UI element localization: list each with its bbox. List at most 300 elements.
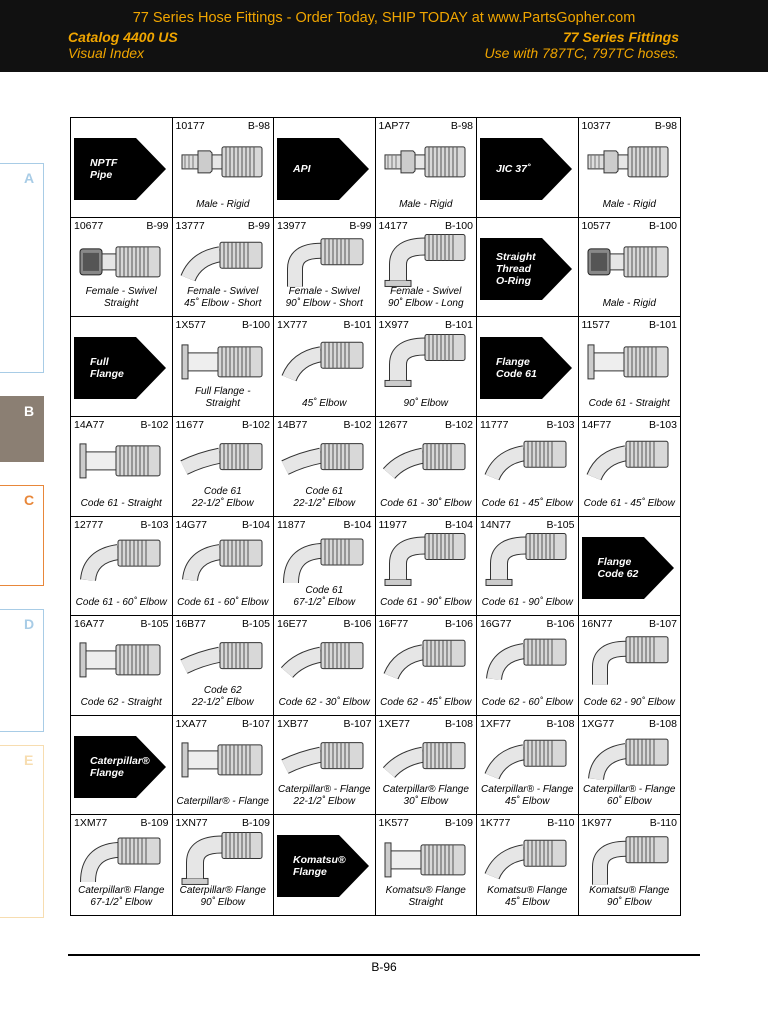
category-label-line: Flange [90,368,124,381]
part-number: 12677 [378,418,408,431]
page-reference[interactable]: B-103 [546,418,575,431]
fitting-description-line: 22-1/2˚ Elbow [191,696,254,708]
fitting-description-line: 60˚ Elbow [607,796,652,808]
part-number: 10177 [175,120,205,132]
page-reference[interactable]: B-106 [343,618,372,631]
page-reference[interactable]: B-100 [241,319,270,332]
fitting-description-line: 22-1/2˚ Elbow [191,497,254,509]
fitting-description [477,498,578,510]
fitting-description-line: 45˚ Elbow [505,897,550,908]
fitting-description-line: Full Flange - [194,385,251,397]
fitting-description-line: 90˚ Elbow [607,897,652,908]
elbow-30-fitting-icon [383,737,469,786]
fitting-cell[interactable] [376,616,478,716]
part-number: 16F77 [378,618,409,631]
part-number: 11877 [277,518,306,531]
fitting-cell[interactable] [477,517,579,617]
category-label-line: Thread [496,262,532,275]
category-arrow-cell [274,118,376,218]
category-label-line: Flange [293,866,327,879]
straight-flange-fitting-icon [78,440,164,485]
series-title: 77 Series Fittings [563,29,679,45]
fitting-description-line: Code 61 - 90˚ Elbow [380,597,472,609]
elbow-90-fitting-icon [586,631,672,690]
fitting-description [376,784,477,808]
page-reference[interactable]: B-104 [343,518,372,531]
part-number: 16E77 [277,618,308,631]
category-label [496,356,537,380]
page-reference[interactable]: B-100 [444,219,473,232]
part-number: 1XF77 [480,717,511,730]
fitting-description [477,697,578,709]
fitting-description [376,885,477,909]
category-label [90,157,117,181]
fitting-cell[interactable] [274,417,376,517]
part-number: 14G77 [175,518,208,531]
page-reference[interactable]: B-109 [140,817,169,830]
fitting-description-line: 90˚ Elbow [200,897,245,908]
page-reference[interactable]: B-103 [648,418,677,431]
fitting-cell[interactable] [173,417,275,517]
fitting-description-line: Caterpillar® Flange [382,784,469,796]
part-number: 11777 [480,418,509,431]
fitting-description-line: Code 61 - 90˚ Elbow [481,597,573,609]
fitting-description [579,298,681,310]
fitting-description [274,398,375,410]
page-reference[interactable]: B-99 [146,219,169,232]
category-label [496,251,536,287]
page-header [0,0,768,72]
fitting-description [71,697,172,709]
fitting-description-line: Code 61 - 45˚ Elbow [583,497,675,509]
fitting-description [477,597,578,609]
elbow-60-fitting-icon [586,733,672,788]
fitting-description [274,784,375,808]
elbow-60-fitting-icon [78,534,164,589]
fitting-description [173,685,274,709]
fitting-cell[interactable] [173,118,275,218]
fitting-description-line: 45˚ Elbow [302,397,347,409]
fitting-cell[interactable] [173,517,275,617]
page-reference[interactable]: B-102 [444,418,473,431]
fitting-description [376,697,477,709]
fitting-description [579,398,681,410]
category-arrow-cell [274,815,376,915]
fitting-description-line: Caterpillar® Flange [78,885,165,896]
category-label-line: JIC 37˚ [496,163,531,175]
fitting-description [173,286,274,310]
page-reference[interactable]: B-109 [241,817,270,830]
fitting-description-line: Code 62 [203,684,242,696]
fitting-description [274,486,375,510]
category-label-line: NPTF [90,157,118,169]
elbow-22-fitting-icon [281,438,367,487]
category-label [90,755,150,779]
page-reference[interactable]: B-98 [247,120,270,132]
section-tab-a[interactable]: A [0,163,44,373]
elbow-45-fitting-icon [281,336,367,389]
fitting-cell[interactable] [376,218,478,318]
part-number: 1K977 [581,817,612,830]
part-number: 16B77 [175,618,206,631]
fitting-description-line: 45˚ Elbow - Short [184,298,262,310]
page-reference[interactable]: B-104 [241,518,270,531]
part-number: 14177 [378,219,408,232]
fitting-description-line: Code 61 - 60˚ Elbow [177,597,269,609]
catalog-subtitle: Visual Index [68,45,145,61]
fitting-cell[interactable] [477,417,579,517]
fitting-cell[interactable] [71,815,173,915]
page-reference[interactable]: B-101 [343,319,372,332]
category-arrow-cell [477,317,579,417]
straight-female-fitting-icon [586,241,672,286]
category-arrow-cell [71,317,173,417]
category-label [293,163,311,175]
fitting-cell[interactable] [477,815,579,915]
fitting-description [477,885,578,909]
part-number: 16N77 [581,618,613,631]
fitting-description [579,697,681,709]
fitting-description-line: Male - Rigid [602,298,656,310]
fitting-cell[interactable] [173,218,275,318]
fitting-description-line: 90˚ Elbow [403,397,448,409]
fitting-description-line: 90˚ Elbow - Long [387,298,464,310]
page-reference[interactable]: B-107 [241,717,270,730]
fitting-description [173,597,274,609]
part-number: 10577 [581,219,611,232]
elbow-45-fitting-icon [484,435,570,488]
page-reference[interactable]: B-110 [649,817,677,830]
fitting-description [579,885,681,909]
straight-male-fitting-icon [586,141,672,186]
catalog-title: Catalog 4400 US [68,29,178,45]
page-reference[interactable]: B-108 [546,717,575,730]
fitting-description-line: Code 62 - 90˚ Elbow [583,696,675,708]
part-number: 1X977 [378,319,409,332]
part-number: 11977 [378,518,407,531]
fitting-cell[interactable] [173,716,275,816]
part-number: 13977 [277,219,307,232]
page-reference[interactable]: B-106 [444,618,473,631]
category-label-line: Straight [496,250,536,263]
page-reference[interactable]: B-103 [140,518,169,531]
fitting-description-line: Komatsu® Flange [385,885,466,896]
fitting-description-line: Code 62 - 45˚ Elbow [380,696,472,708]
category-label [496,163,530,175]
fitting-cell[interactable] [274,218,376,318]
part-number: 1XE77 [378,717,411,730]
fitting-description-line: Straight [104,298,139,310]
fitting-cell[interactable] [71,616,173,716]
fitting-description [579,784,681,808]
part-number: 1XB77 [277,717,309,730]
elbow-60-fitting-icon [484,634,570,689]
fitting-cell[interactable] [376,118,478,218]
fitting-cell[interactable] [579,317,681,417]
part-number: 1X577 [175,319,206,332]
page-reference[interactable]: B-107 [648,618,677,631]
part-number: 14N77 [480,518,511,531]
page-reference[interactable]: B-108 [648,717,677,730]
category-arrow-cell [71,716,173,816]
fitting-description-line: Female - Swivel [187,286,259,298]
straight-male-fitting-icon [180,141,266,186]
fitting-description [376,398,477,410]
fitting-description-line: Code 61 - 30˚ Elbow [380,497,472,509]
page-reference[interactable]: B-102 [140,418,169,431]
fitting-description-line: Code 61 - Straight [80,497,162,509]
fitting-description-line: Code 61 - Straight [588,397,670,409]
part-number: 14B77 [277,418,308,431]
page-reference[interactable]: B-102 [343,418,372,431]
part-number: 16A77 [74,618,105,631]
elbow-30-fitting-icon [281,637,367,686]
page-reference[interactable]: B-104 [444,518,473,531]
category-label-line: Code 61 [496,368,537,381]
fitting-cell[interactable] [173,815,275,915]
category-label [293,854,346,878]
straight-male-fitting-icon [383,141,469,186]
page-reference[interactable]: B-99 [349,219,372,232]
straight-female-fitting-icon [78,241,164,286]
straight-flange-fitting-icon [180,340,266,385]
fitting-description [579,498,681,510]
category-arrow [74,337,166,399]
elbow-45-fitting-icon [484,734,570,787]
fitting-description-line: Code 61 - 60˚ Elbow [75,597,167,609]
fitting-description-line: 22-1/2˚ Elbow [293,497,356,509]
category-label-line: Caterpillar® [90,754,150,767]
fitting-description-line: Code 62 - 60˚ Elbow [481,696,573,708]
fitting-description-line: Caterpillar® - Flange [176,796,269,808]
part-number: 1K577 [378,817,409,830]
elbow-90-long-fitting-icon [484,529,570,592]
part-number: 11677 [175,418,204,431]
category-label [90,356,124,380]
elbow-90-fitting-icon [281,233,367,292]
section-tab-c[interactable]: C [0,485,44,586]
page-reference[interactable]: B-105 [546,518,575,531]
category-arrow [480,337,572,399]
page-reference[interactable]: B-98 [450,120,473,132]
page-reference[interactable]: B-108 [444,717,473,730]
fitting-description [274,286,375,310]
category-arrow [277,138,369,200]
footer-divider [68,954,700,956]
straight-flange-fitting-icon [78,639,164,684]
fitting-description-line: 67-1/2˚ Elbow [293,597,356,609]
fitting-cell[interactable] [579,616,681,716]
category-arrow [277,835,369,897]
elbow-45-fitting-icon [180,236,266,289]
category-label-line: Code 62 [597,567,639,580]
fitting-cell[interactable] [173,317,275,417]
page-reference[interactable]: B-101 [444,319,473,332]
elbow-90-long-fitting-icon [180,829,266,892]
part-number: 14F77 [581,418,612,431]
elbow-90-long-fitting-icon [383,230,469,293]
fitting-description-line: Male - Rigid [196,198,250,210]
category-arrow-cell [71,118,173,218]
straight-flange-fitting-icon [383,839,469,884]
elbow-67-fitting-icon [281,533,367,590]
elbow-45-fitting-icon [484,834,570,887]
page-reference[interactable]: B-100 [648,219,677,232]
straight-flange-fitting-icon [180,739,266,784]
category-label-line: Full [90,356,109,369]
category-arrow-cell [579,517,681,617]
fitting-description-line: Code 61 [203,485,242,497]
part-number: 1XN77 [175,817,208,830]
section-tab-e[interactable]: E [0,745,44,918]
category-arrow [74,138,166,200]
fitting-description-line: Caterpillar® - Flange [583,784,676,796]
fitting-cell[interactable] [71,517,173,617]
elbow-45-fitting-icon [383,635,469,688]
fitting-cell[interactable] [376,317,478,417]
fitting-description [71,286,172,310]
page-reference[interactable]: B-106 [546,618,575,631]
visual-index-grid [70,117,681,916]
section-tab-d[interactable]: D [0,609,44,732]
fitting-cell[interactable] [376,517,478,617]
page-reference[interactable]: B-110 [547,817,575,830]
elbow-90-fitting-icon [586,831,672,890]
fitting-cell[interactable] [579,417,681,517]
category-arrow-cell [477,218,579,318]
part-number: 1XM77 [74,817,108,830]
fitting-description-line: Code 62 - Straight [80,696,162,708]
fitting-cell[interactable] [274,317,376,417]
elbow-45-fitting-icon [586,435,672,488]
fitting-description [376,498,477,510]
fitting-cell[interactable] [477,716,579,816]
part-number: 10677 [74,219,104,232]
fitting-description-line: Code 61 [305,485,344,497]
category-label-line: Flange [597,555,632,568]
fitting-cell[interactable] [274,517,376,617]
fitting-cell[interactable] [274,716,376,816]
page-number: B-96 [371,960,397,974]
category-arrow-cell [477,118,579,218]
fitting-description [274,697,375,709]
category-label [598,556,639,580]
part-number: 1X777 [277,319,308,332]
fitting-description [173,486,274,510]
category-label-line: API [293,163,311,175]
page-reference[interactable]: B-109 [444,817,473,830]
elbow-67-fitting-icon [78,832,164,889]
elbow-22-fitting-icon [180,637,266,686]
fitting-cell[interactable] [274,616,376,716]
page-reference[interactable]: B-101 [648,319,677,332]
page-reference[interactable]: B-102 [241,418,270,431]
fitting-cell[interactable] [376,417,478,517]
fitting-description-line: Komatsu® Flange [487,885,568,896]
fitting-description [274,585,375,609]
fitting-cell[interactable] [376,815,478,915]
page-reference[interactable]: B-98 [654,120,677,132]
elbow-90-long-fitting-icon [383,529,469,592]
fitting-cell[interactable] [579,218,681,318]
part-number: 1K777 [480,817,511,830]
fitting-description [579,199,681,211]
fitting-description-line: 90˚ Elbow - Short [285,298,363,310]
fitting-cell[interactable] [579,118,681,218]
page-reference[interactable]: B-105 [140,618,169,631]
page-reference[interactable]: B-107 [343,717,372,730]
fitting-description-line: 22-1/2˚ Elbow [293,796,356,808]
fitting-description [71,885,172,909]
fitting-description-line: Caterpillar® - Flange [481,784,574,796]
category-arrow [480,238,572,300]
fitting-description [71,597,172,609]
header-banner[interactable]: 77 Series Hose Fittings - Order Today, SHIP TODAY at www.PartsGopher.com [132,10,636,26]
fitting-description-line: 45˚ Elbow [505,796,550,808]
category-label-line: Pipe [90,169,113,181]
fitting-cell[interactable] [579,815,681,915]
fitting-cell[interactable] [579,716,681,816]
fitting-description-line: Female - Swivel [390,286,462,298]
category-arrow [74,736,166,798]
fitting-description [173,199,274,211]
fitting-description-line: Code 61 - 45˚ Elbow [481,497,573,509]
part-number: 1XA77 [175,717,208,730]
fitting-description-line: Straight [408,897,443,908]
category-label-line: Flange [90,766,124,779]
elbow-30-fitting-icon [383,438,469,487]
fitting-cell[interactable] [173,616,275,716]
elbow-22-fitting-icon [281,737,367,786]
fitting-description [376,286,477,310]
page-reference[interactable]: B-105 [241,618,270,631]
category-arrow [582,537,674,599]
part-number: 1AP77 [378,120,411,132]
fitting-description-line: Straight [205,397,240,409]
fitting-description-line: Male - Rigid [602,198,656,210]
fitting-cell[interactable] [71,218,173,318]
part-number: 14A77 [74,418,105,431]
fitting-cell[interactable] [71,417,173,517]
fitting-description-line: Caterpillar® Flange [179,885,266,896]
fitting-description [376,199,477,211]
category-label-line: Flange [496,356,530,369]
elbow-60-fitting-icon [180,534,266,589]
part-number: 10377 [581,120,611,132]
fitting-cell[interactable] [376,716,478,816]
page-reference[interactable]: B-99 [247,219,270,232]
fitting-description-line: Code 61 [305,585,344,597]
elbow-22-fitting-icon [180,438,266,487]
fitting-description-line: 30˚ Elbow [403,796,448,808]
fitting-description [173,885,274,909]
elbow-90-long-fitting-icon [383,330,469,393]
part-number: 11577 [581,319,610,332]
fitting-description [173,796,274,808]
fitting-cell[interactable] [477,616,579,716]
fitting-description-line: Female - Swivel [85,286,157,298]
fitting-description-line: Code 62 - 30˚ Elbow [278,696,370,708]
part-number: 16G77 [480,618,512,631]
fitting-description-line: 67-1/2˚ Elbow [90,897,153,908]
fitting-description-line: Caterpillar® - Flange [278,784,371,796]
fitting-description [477,784,578,808]
fitting-description-line: Komatsu® Flange [589,885,670,896]
fitting-description [173,386,274,410]
section-tab-b[interactable]: B [0,396,44,462]
series-subtitle: Use with 787TC, 797TC hoses. [484,45,679,61]
category-label-line: O-Ring [496,274,531,287]
